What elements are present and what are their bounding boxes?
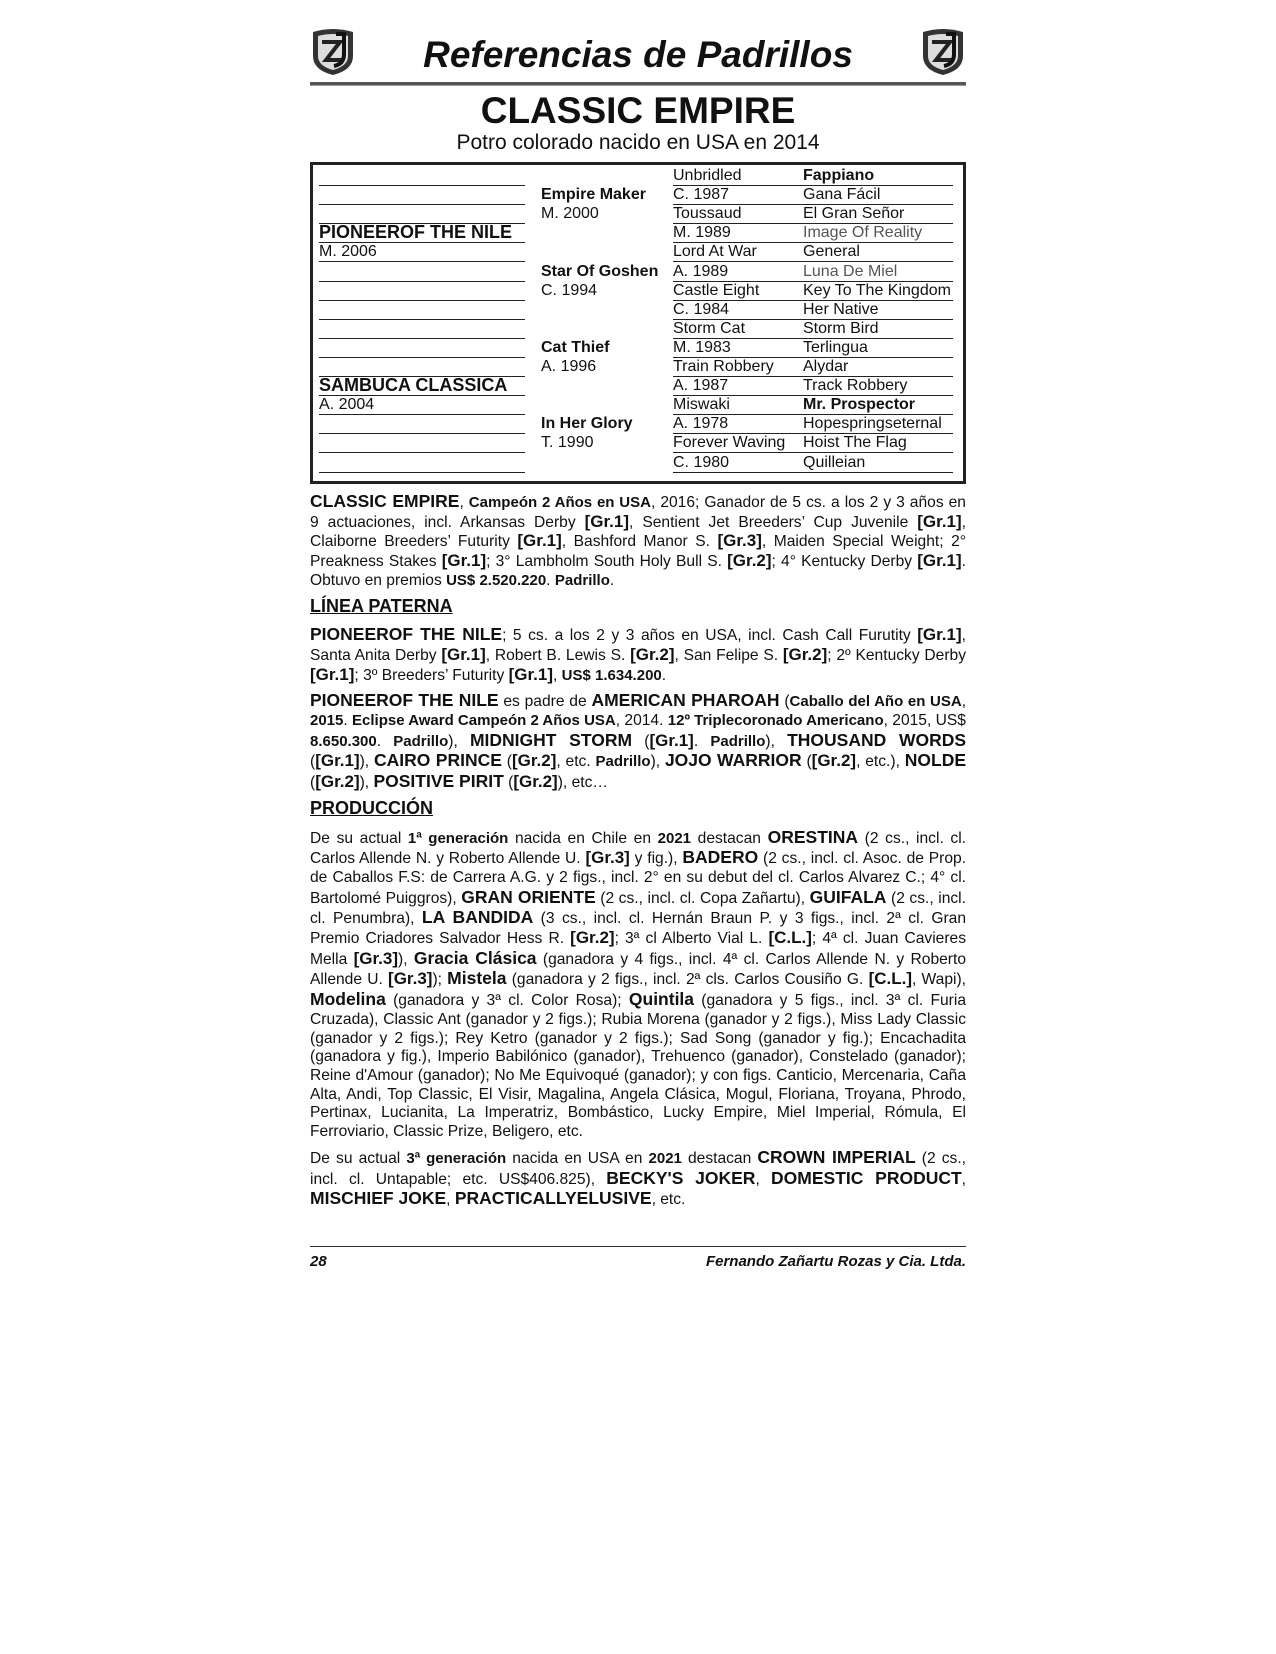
pedigree-cell <box>541 300 671 319</box>
pedigree-cell: Train Robbery <box>673 357 803 377</box>
pedigree-cell: Storm Bird <box>803 319 953 339</box>
company-name: Fernando Zañartu Rozas y Cia. Ltda. <box>705 1253 966 1270</box>
pedigree-table <box>310 162 966 484</box>
pedigree-row <box>319 338 953 357</box>
pedigree-cell: M. 1989 <box>673 223 803 243</box>
pedigree-cell: Star Of Goshen <box>541 262 659 280</box>
pedigree-cell <box>319 338 525 358</box>
pedigree-cell <box>541 166 671 185</box>
pedigree-cell <box>541 223 671 242</box>
body-text <box>310 492 966 1210</box>
fz-shield-logo-icon <box>920 26 966 76</box>
paragraph-career: CLASSIC EMPIRE, Campeón 2 Años en USA, 2016; Ganador de 5 cs. a los 2 y 3 años en 9 actuaciones, incl. Arkansas Derby [Gr.1], Sentient Jet Breeders’ Cup Juvenile [Gr.1], Claiborne Breeders’ Futurity [Gr.1], Bashford Manor S. [Gr.3], Maiden Special Weight; 2° Preakness Stakes [Gr.1]; 3° Lambholm South Holy Bull S. [Gr.2]; 4° Kentucky Derby [Gr.1]. Obtuvo en premios US$ 2.520.220. Padrillo. <box>310 491 967 589</box>
pedigree-cell: Lord At War <box>673 242 803 262</box>
pedigree-cell: M. 2006 <box>319 242 525 262</box>
pedigree-row <box>319 357 953 376</box>
pedigree-row <box>319 414 953 433</box>
pedigree-row <box>319 262 953 281</box>
horse-subtitle: Potro colorado nacido en USA en 2014 <box>456 131 820 154</box>
pedigree-row <box>319 166 953 185</box>
pedigree-row <box>319 300 953 319</box>
pedigree-cell: Forever Waving <box>673 433 803 453</box>
page-footer <box>310 1246 966 1270</box>
pedigree-cell: Quilleian <box>803 453 953 473</box>
pedigree-cell: Luna De Miel <box>803 262 953 282</box>
pedigree-cell <box>319 414 525 434</box>
pedigree-row <box>319 433 953 452</box>
pedigree-cell: T. 1990 <box>541 434 594 452</box>
pedigree-cell <box>319 204 525 224</box>
pedigree-cell: Her Native <box>803 300 953 320</box>
pedigree-row <box>319 242 953 261</box>
pedigree-cell: A. 1996 <box>541 358 597 375</box>
pedigree-cell: C. 1984 <box>673 300 803 320</box>
pedigree-cell <box>319 185 525 205</box>
pedigree-cell: Storm Cat <box>673 319 803 339</box>
page-header <box>310 20 966 82</box>
pedigree-cell <box>541 242 671 261</box>
pedigree-cell: M. 2000 <box>541 205 599 223</box>
pedigree-cell: In Her Glory <box>541 415 633 433</box>
section-heading-paterna: LÍNEA PATERNA <box>310 595 453 616</box>
pedigree-cell: Fappiano <box>803 166 953 186</box>
pedigree-cell: A. 1978 <box>673 414 803 434</box>
pedigree-cell: Hoist The Flag <box>803 433 953 453</box>
pedigree-cell: Unbridled <box>673 166 803 186</box>
paragraph-sire: PIONEEROF THE NILE; 5 cs. a los 2 y 3 años en USA, incl. Cash Call Furutity [Gr.1], Santa Anita Derby [Gr.1], Robert B. Lewis S. [Gr.2], San Felipe S. [Gr.2]; 2º Kentucky Derby [Gr.1]; 3º Breeders’ Futurity [Gr.1], US$ 1.634.200. <box>310 624 966 684</box>
paragraph-production-chile: De su actual 1ª generación nacida en Chile en 2021 destacan ORESTINA (2 cs., incl. cl. Carlos Allende N. y Roberto Allende U. [Gr.3] y fig.), BADERO (2 cs., incl. cl. Asoc. de Prop. de Caballos F.S: de Carrera A.G. y 2 figs., incl. 2° en su debut del cl. Carlos Alvarez C.; 4° cl. Bartolomé Puiggros), GRAN ORIENTE (2 cs., incl. cl. Copa Zañartu), GUIFALA (2 cs., incl. cl. Penumbra), LA BANDIDA (3 cs., incl. cl. Hernán Braun P. y 3 figs., incl. 2ª cl. Gran Premio Criadores Salvador Hess R. [Gr.2]; 3ª cl Alberto Vial L. [C.L.]; 4ª cl. Juan Cavieres Mella [Gr.3]), Gracia Clásica (ganadora y 4 figs., incl. 4ª cl. Carlos Allende N. y Roberto Allende U. [Gr.3]); Mistela (ganadora y 2 figs., incl. 2ª cls. Carlos Cousiño G. [C.L.], Wapi), Modelina (ganadora y 3ª cl. Color Rosa); Quintila (ganadora y 5 figs., incl. 3ª cl. Furia Cruzada), Classic Ant (ganador y 2 figs.); Rubia Morena (ganador y 2 figs.), Miss Lady Classic (ganador y 2 figs.); Rey Ketro (ganador y 2 figs.); Sad Song (ganador y fig.); Encachadita (ganadora y fig.), Imperio Babilónico (ganador), Trehuenco (ganador), Constelado (ganador); Reine d'Amour (ganador); No Me Equivoqué (ganador); y con figs. Canticio, Mercenaria, Caña Alta, Andi, Top Classic, El Visir, Magalina, Angela Clásica, Mogul, Floriana, Troyana, Phrodo, Pertinax, Lucianita, La Imperatriz, Bombástico, Lucky Empire, Miel Imperial, Rómula, El Ferroviario, Classic Prize, Beligero, etc. <box>310 826 967 1141</box>
pedigree-cell: Mr. Prospector <box>803 395 953 415</box>
pedigree-cell <box>319 319 525 339</box>
pedigree-cell <box>319 453 525 473</box>
pedigree-cell <box>319 262 525 282</box>
pedigree-cell <box>319 166 525 186</box>
pedigree-cell <box>541 395 671 414</box>
pedigree-row <box>319 319 953 338</box>
pedigree-cell: Hopespringseternal <box>803 414 953 434</box>
pedigree-cell: Image Of Reality <box>803 223 953 243</box>
pedigree-cell: A. 1989 <box>673 262 803 282</box>
paragraph-production-usa: De su actual 3ª generación nacida en USA en 2021 destacan CROWN IMPERIAL (2 cs., incl. cl. Untapable; etc. US$406.825), BECKY'S JOKER, DOMESTIC PRODUCT, MISCHIEF JOKE, PRACTICALLYELUSIVE, etc. <box>310 1146 967 1209</box>
pedigree-cell: A. 1987 <box>673 376 803 396</box>
pedigree-row <box>319 453 953 472</box>
pedigree-row <box>319 376 953 395</box>
pedigree-cell <box>319 433 525 453</box>
pedigree-cell <box>319 281 525 301</box>
pedigree-cell <box>319 357 525 377</box>
pedigree-cell: Alydar <box>803 357 953 377</box>
pedigree-cell: Track Robbery <box>803 376 953 396</box>
section-heading-produccion: PRODUCCIÓN <box>310 797 434 818</box>
pedigree-cell: C. 1980 <box>673 453 803 473</box>
header-title: Referencias de Padrillos <box>423 34 853 75</box>
pedigree-cell: Key To The Kingdom <box>803 281 953 301</box>
pedigree-cell: El Gran Señor <box>803 204 953 224</box>
horse-name: CLASSIC EMPIRE <box>480 90 796 131</box>
pedigree-cell: Gana Fácil <box>803 185 953 205</box>
pedigree-cell: Empire Maker <box>541 186 646 204</box>
pedigree-cell: Miswaki <box>673 395 803 415</box>
pedigree-row <box>319 395 953 414</box>
pedigree-cell: PIONEEROF THE NILE <box>319 223 525 243</box>
pedigree-cell: A. 2004 <box>319 395 525 415</box>
pedigree-cell <box>319 300 525 320</box>
pedigree-cell: C. 1987 <box>673 185 803 205</box>
pedigree-cell <box>541 319 671 338</box>
pedigree-cell <box>541 376 671 395</box>
pedigree-cell: C. 1994 <box>541 281 598 299</box>
paragraph-sire-progeny: PIONEEROF THE NILE es padre de AMERICAN PHAROAH (Caballo del Año en USA, 2015. Eclipse Award Campeón 2 Años USA, 2014. 12º Triplecoronado Americano, 2015, US$ 8.650.300. Padrillo), MIDNIGHT STORM ([Gr.1]. Padrillo), THOUSAND WORDS ([Gr.1]), CAIRO PRINCE ([Gr.2], etc. Padrillo), JOJO WARRIOR ([Gr.2], etc.), NOLDE ([Gr.2]), POSITIVE PIRIT ([Gr.2]), etc… <box>310 690 967 792</box>
pedigree-cell: Terlingua <box>803 338 953 358</box>
pedigree-cell: M. 1983 <box>673 338 803 358</box>
pedigree-cell <box>541 453 671 472</box>
header-rule <box>310 82 966 86</box>
pedigree-cell: Castle Eight <box>673 281 803 301</box>
pedigree-cell: General <box>803 242 953 262</box>
pedigree-row <box>319 281 953 300</box>
page-number: 28 <box>310 1253 327 1270</box>
pedigree-row <box>319 223 953 242</box>
pedigree-row <box>319 204 953 223</box>
page <box>310 20 966 1216</box>
pedigree-cell: Toussaud <box>673 204 803 224</box>
pedigree-row <box>319 185 953 204</box>
pedigree-cell: Cat Thief <box>541 338 610 356</box>
pedigree-cell: SAMBUCA CLASSICA <box>319 376 525 396</box>
